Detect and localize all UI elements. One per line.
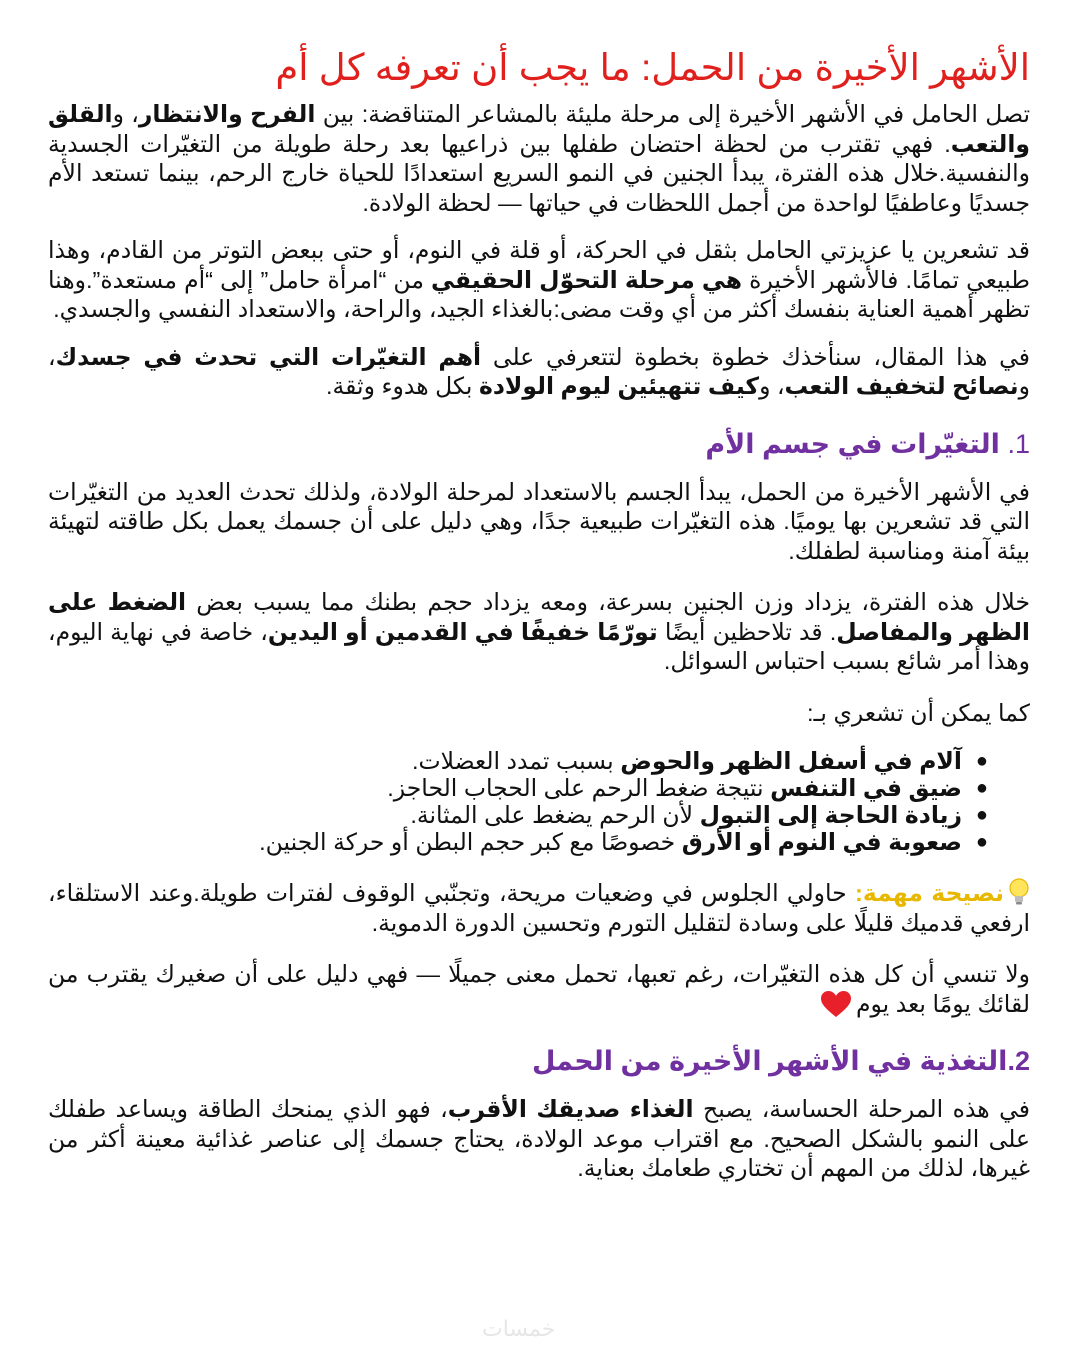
list-item: ● آلام في أسفل الظهر والحوض بسبب تمدد العضلات. <box>411 748 988 774</box>
section-1-heading: 1. التغيّرات في جسم الأم <box>705 428 1030 459</box>
section-1-paragraph-1: في الأشهر الأخيرة من الحمل، يبدأ الجسم بالاستعداد لمرحلة الولادة، ولذلك تحدث العديد من التغيّرات التي قد تشعرين بها يوميًا. هذه التغيّرات طبيعية جدًا، وهي دليل على أن جسمك يعمل بكل طاقته لتهيئة بيئة آمنة ومناسبة لطفلك. <box>48 478 1030 564</box>
list-item: ● ضيق في التنفس نتيجة ضغط الرحم على الحجاب الحاجز. <box>387 775 988 801</box>
section-2-heading: 2.التغذية في الأشهر الأخيرة من الحمل <box>532 1046 1030 1076</box>
list-item: ● زيادة الحاجة إلى التبول لأن الرحم يضغط على المثانة. <box>410 802 988 828</box>
light-bulb-icon <box>1008 878 1030 906</box>
intro-paragraph-1: تصل الحامل في الأشهر الأخيرة إلى مرحلة مليئة بالمشاعر المتناقضة: بين الفرح والانتظار، والقلق والتعب. فهي تقترب من لحظة احتضان طفلها بين ذراعيها بعد رحلة طويلة من التغيّرات الجسدية والنفسية.خلال هذه الفترة، يبدأ الجنين في النمو السريع استعدادًا للحياة خارج الرحم، بينما تستعد الأم جسديًا وعاطفيًا لواحدة من أجمل اللحظات في حياتها — لحظة الولادة. <box>48 101 1030 216</box>
closing-paragraph: ولا تنسي أن كل هذه التغيّرات، رغم تعبها، تحمل معنى جميلًا — فهي دليل على أن صغيرك يقترب من لقائك يومًا بعد يوم <box>48 961 1030 1017</box>
section-2-paragraph-1: في هذه المرحلة الحساسة، يصبح الغذاء صديقك الأقرب، فهو الذي يمنحك الطاقة ويساعد طفلك على النمو بالشكل الصحيح. مع اقتراب موعد الولادة، يحتاج جسمك إلى عناصر غذائية معينة أكثر من غيرها، لذلك من المهم أن تختاري طعامك بعناية. <box>48 1096 1030 1181</box>
intro-paragraph-3: في هذا المقال، سنأخذك خطوة بخطوة لتتعرفي على أهم التغيّرات التي تحدث في جسدك، ونصائح لتخفيف التعب، وكيف تتهيئين ليوم الولادة بكل هدوء وثقة. <box>48 343 1030 399</box>
tip-paragraph: نصيحة مهمة: حاولي الجلوس في وضعيات مريحة، وتجنّبي الوقوف لفترات طويلة.وعند الاستلقاء، ارفعي قدميك قليلًا على وسادة لتقليل التورم وتحسين الدورة الدموية. <box>48 880 1030 936</box>
red-heart-icon <box>820 990 852 1018</box>
intro-paragraph-2: قد تشعرين يا عزيزتي الحامل بثقل في الحركة، أو قلة في النوم، أو حتى ببعض التوتر من القادم، وهذا طبيعي تمامًا. فالأشهر الأخيرة هي مرحلة التحوّل الحقيقي من “امرأة حامل” إلى “أم مستعدة”.وهنا تظهر أهمية العناية بنفسك أكثر من أي وقت مضى:بالغذاء الجيد، والراحة، والاستعداد النفسي والجسدي. <box>48 237 1030 322</box>
article-title: الأشهر الأخيرة من الحمل: ما يجب أن تعرفه كل أم <box>275 47 1030 88</box>
list-intro: كما يمكن أن تشعري بـ: <box>807 699 1030 726</box>
watermark: خمسات <box>482 1316 556 1341</box>
list-item: ● صعوبة في النوم أو الأرق خصوصًا مع كبر حجم البطن أو حركة الجنين. <box>259 829 988 855</box>
symptoms-list <box>48 748 988 856</box>
section-1-paragraph-2: خلال هذه الفترة، يزداد وزن الجنين بسرعة، ومعه يزداد حجم بطنك مما يسبب بعض الضغط على الظهر والمفاصل. قد تلاحظين أيضًا تورّمًا خفيفًا في القدمين أو اليدين، خاصة في نهاية اليوم، وهذا أمر شائع بسبب احتباس السوائل. <box>48 589 1030 674</box>
